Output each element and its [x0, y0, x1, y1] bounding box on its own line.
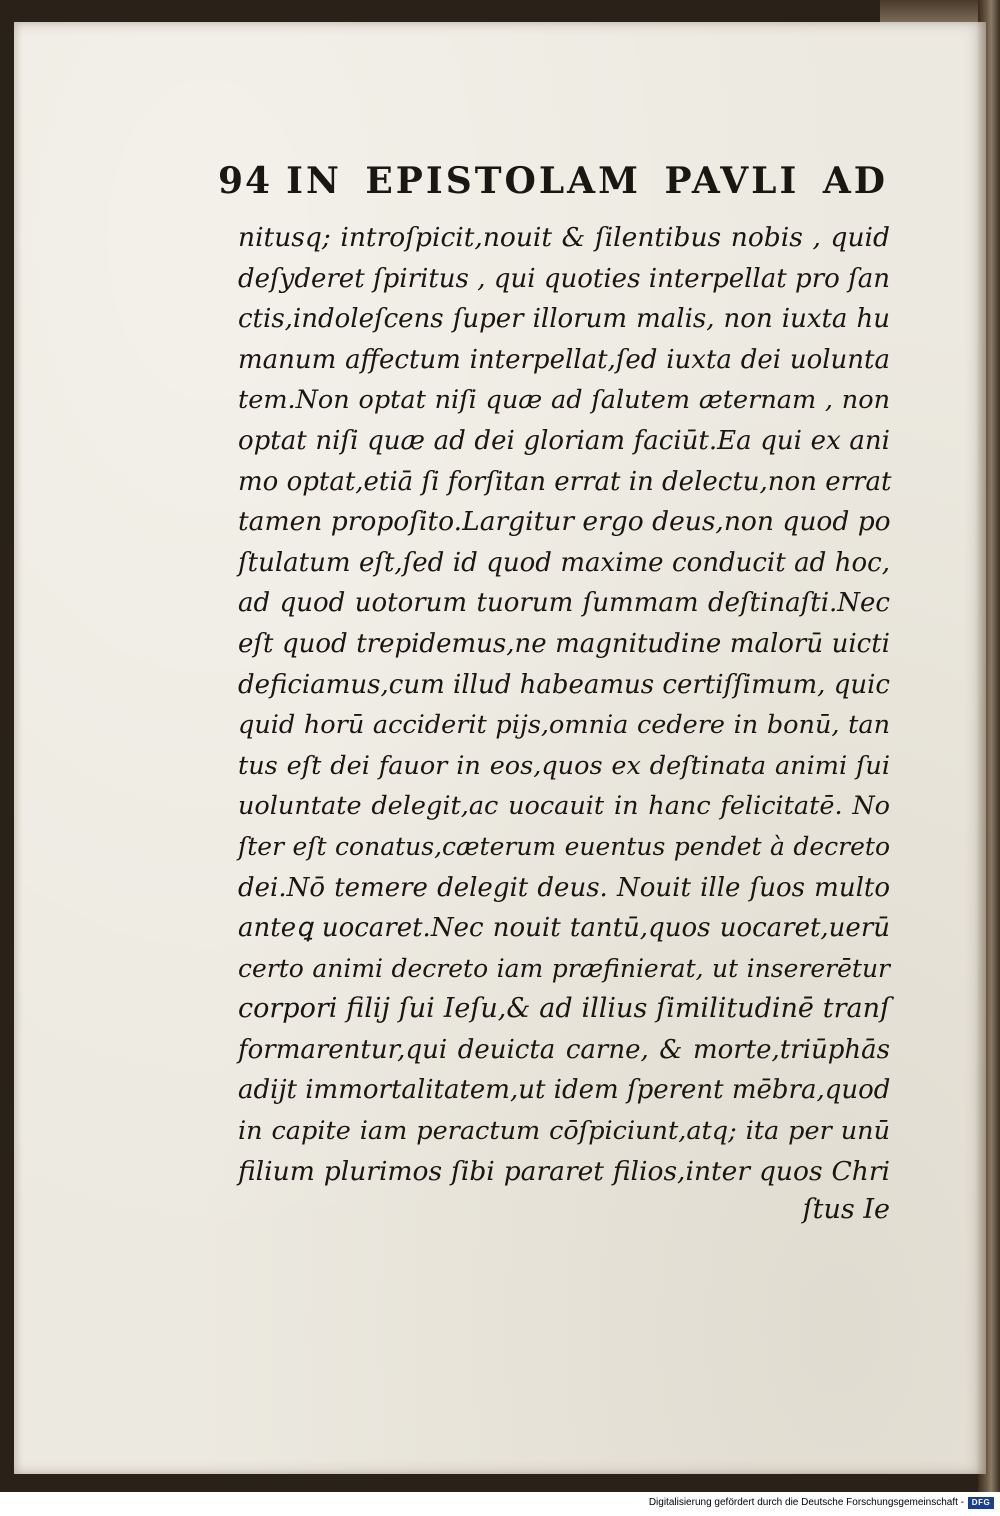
text-line: certo animi decreto iam præfinierat, ut insererētur [238, 953, 890, 983]
running-head-word: AD [822, 160, 888, 202]
text-line: eſt quod trepidemus,ne magnitudine malorū uicti [238, 628, 890, 659]
text-line: optat niſi quæ ad dei gloriam faciūt.Ea qui ex ani [238, 425, 890, 456]
text-line: deficiamus,cum illud habeamus certiſſimum, quic [238, 669, 890, 700]
text-line: ſtulatum eſt,ſed id quod maxime conducit ad hoc, [238, 547, 890, 578]
funding-credit: Digitalisierung gefördert durch die Deutsche Forschungsgemeinschaft - [648, 1497, 964, 1508]
text-line: corpori filij ſui Ieſu,& ad illius ſimilitudinē tranſ [238, 993, 890, 1025]
catchword: ſtus Ie [802, 1194, 890, 1225]
body-text [238, 218, 890, 1192]
running-head-word: PAVLI [664, 160, 800, 202]
text-line: quid horū acciderit pijs,omnia cedere in bonū, tan [238, 710, 890, 741]
page-header [218, 160, 888, 210]
text-line: in capite iam peractum cōſpiciunt,atq; ita per unū [238, 1116, 890, 1147]
text-line: filium plurimos ſibi pararet filios,inter quos Chri [238, 1155, 890, 1187]
text-line: tus eſt dei fauor in eos,quos ex deſtinata animi ſui [238, 750, 890, 781]
dfg-logo: DFG [968, 1497, 994, 1509]
footer-bar [0, 1492, 1000, 1516]
text-line: uoluntate delegit,ac uocauit in hanc felicitatē. No [238, 791, 890, 822]
page-number: 94 [218, 160, 273, 202]
text-line: tamen propoſito.Largitur ergo deus,non quod po [238, 506, 891, 538]
text-line: manum affectum interpellat,ſed iuxta dei uolunta [238, 344, 890, 375]
text-line: deſyderet ſpiritus , qui quoties interpellat pro ſan [238, 263, 890, 294]
running-head [286, 160, 888, 202]
text-line: mo optat,etiā ſi forſitan errat in delectu,non errat [238, 466, 892, 497]
text-line: adijt immortalitatem,ut idem ſperent mēbra,quod [238, 1075, 891, 1106]
text-line: ctis,indoleſcens ſuper illorum malis, non iuxta hu [238, 304, 890, 335]
text-line: ſter eſt conatus,cæterum euentus pendet à decreto [238, 831, 890, 861]
page-curl-shadow [976, 22, 986, 1474]
text-line: anteꝗ uocaret.Nec nouit tantū,quos uocaret,uerū [238, 913, 890, 944]
running-head-word: EPISTOLAM [365, 160, 641, 202]
text-line: dei.Nō temere delegit deus. Nouit ille ſuos multo [238, 872, 890, 903]
running-head-word: IN [286, 160, 342, 202]
text-line: tem.Non optat niſi quæ ad ſalutem æternam , non [238, 385, 890, 416]
text-line: nitusq; introſpicit,nouit & ſilentibus nobis , quid [238, 222, 890, 253]
text-line: ad quod uotorum tuorum ſummam deſtinaſti.Nec [238, 588, 890, 619]
text-line: formarentur,qui deuicta carne, & morte,triūphās [238, 1034, 890, 1065]
